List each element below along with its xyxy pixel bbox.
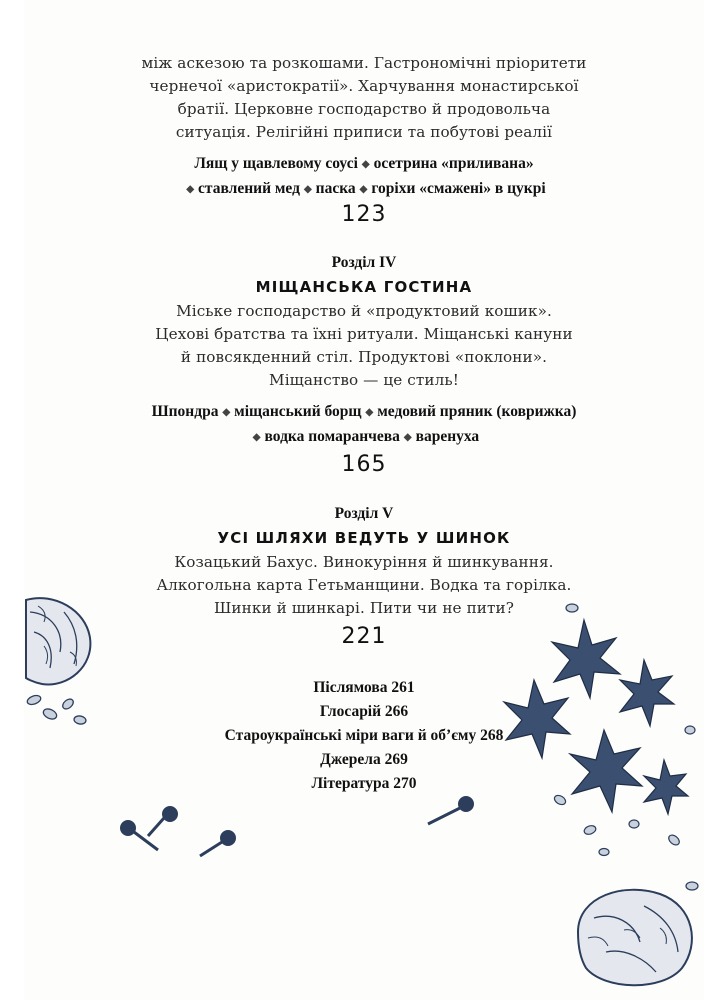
star-anise-illustration-icon bbox=[494, 600, 704, 870]
dish: водка помаранчева bbox=[264, 428, 400, 445]
diamond-separator-icon: ◆ bbox=[186, 184, 195, 195]
desc-line: братії. Церковне господарство й продовольча bbox=[177, 100, 551, 118]
chapter5-title: УСІ ШЛЯХИ ВЕДУТЬ У ШИНОК bbox=[217, 529, 511, 547]
chapter3-description bbox=[24, 52, 704, 144]
desc-line: Міське господарство й «продуктовий кошик». bbox=[176, 302, 552, 320]
walnut-illustration-icon bbox=[24, 592, 104, 692]
dish: медовий пряник (коврижка) bbox=[377, 403, 577, 420]
desc-line: Міщанство — це стиль! bbox=[269, 371, 459, 389]
seeds-illustration-icon bbox=[24, 688, 104, 738]
dish: горіхи «смажені» в цукрі bbox=[371, 180, 546, 197]
desc-line: Цехові братства та їхні ритуали. Міщанські кануни bbox=[155, 325, 573, 343]
chapter4-page-number: 165 bbox=[341, 452, 387, 477]
chapter5-page-number: 221 bbox=[341, 624, 387, 649]
dish: осетрина «приливана» bbox=[373, 155, 534, 172]
dish: Шпондра bbox=[151, 403, 219, 420]
desc-line: Шинки й шинкарі. Пити чи не пити? bbox=[214, 599, 514, 617]
diamond-separator-icon: ◆ bbox=[303, 184, 312, 195]
dish: міщанський борщ bbox=[234, 403, 362, 420]
walnut-bottom-illustration-icon bbox=[564, 872, 704, 992]
dish: варенуха bbox=[415, 428, 480, 445]
diamond-separator-icon: ◆ bbox=[361, 159, 370, 170]
cloves-illustration-icon bbox=[110, 800, 270, 870]
diamond-separator-icon: ◆ bbox=[252, 432, 261, 443]
contents-page bbox=[24, 0, 704, 1000]
backmatter-item: Староукраїнські міри ваги й об’єму 268 bbox=[224, 727, 504, 744]
desc-line: між аскезою та розкошами. Гастрономічні пріоритети bbox=[141, 54, 587, 72]
chapter3-dishes bbox=[24, 152, 704, 202]
backmatter-item: Література 270 bbox=[311, 775, 417, 792]
dish: паска bbox=[315, 180, 356, 197]
desc-line: чернечої «аристократії». Харчування монастирської bbox=[149, 77, 579, 95]
dish: Лящ у щавлевому соусі bbox=[194, 155, 358, 172]
diamond-separator-icon: ◆ bbox=[359, 184, 368, 195]
diamond-separator-icon: ◆ bbox=[222, 407, 231, 418]
chapter4-label: Розділ IV bbox=[331, 254, 397, 271]
desc-line: Козацький Бахус. Винокуріння й шинкування. bbox=[174, 553, 554, 571]
diamond-separator-icon: ◆ bbox=[403, 432, 412, 443]
desc-line: ситуація. Релігійні приписи та побутові реалії bbox=[175, 123, 553, 141]
desc-line: й повсякденний стіл. Продуктові «поклони». bbox=[180, 348, 548, 366]
backmatter-item: Джерела 269 bbox=[320, 751, 408, 768]
desc-line: Алкогольна карта Гетьманщини. Водка та горілка. bbox=[156, 576, 572, 594]
backmatter-item: Глосарій 266 bbox=[319, 703, 409, 720]
chapter4-description bbox=[24, 300, 704, 392]
chapter4-title: МІЩАНСЬКА ГОСТИНА bbox=[255, 278, 473, 296]
chapter3-page-number: 123 bbox=[341, 202, 387, 227]
diamond-separator-icon: ◆ bbox=[365, 407, 374, 418]
dish: ставлений мед bbox=[198, 180, 300, 197]
chapter4-dishes bbox=[24, 400, 704, 450]
backmatter-item: Післямова 261 bbox=[313, 679, 415, 696]
chapter5-label: Розділ V bbox=[334, 505, 394, 522]
clove-illustration-icon bbox=[416, 790, 486, 830]
